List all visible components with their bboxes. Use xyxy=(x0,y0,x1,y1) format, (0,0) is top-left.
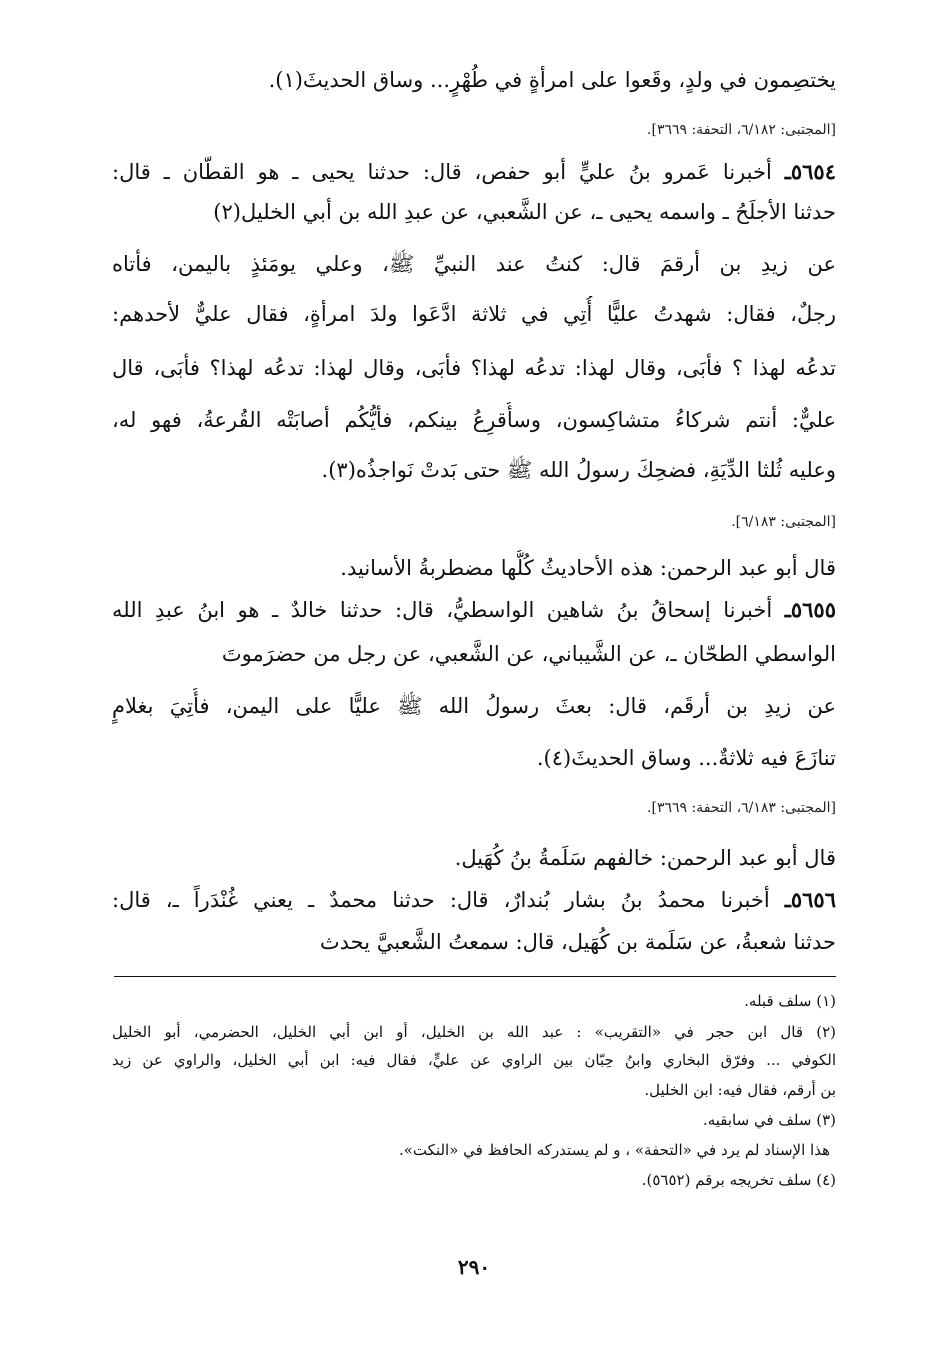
footnote: الكوفي ... وفرّق البخاري وابنُ حِبّان بين الراوي عن عليٍّ، فقال فيه: ابن أبي الخليل، والراوي عن زيد xyxy=(112,1051,836,1069)
text-line: عن زيدِ بن أرقمَ قال: كنتُ عند النبيِّ ﷺ، وعلي يومَئذٍ باليمن، فأتاه xyxy=(112,252,836,276)
text-line: عن زيدِ بن أرقَم، قال: بعثَ رسولُ الله ﷺ عليًّا على اليمن، فأُتِيَ بغلامٍ xyxy=(112,694,836,718)
text-line: أخبرنا إسحاقُ بنُ شاهين الواسطيُّ، قال: حدثنا خالدٌ ـ هو ابنُ عبدِ الله xyxy=(112,598,773,622)
text-line: حدثنا شعبةُ، عن سَلَمة بن كُهَيل، قال: سمعتُ الشَّعبيَّ يحدث xyxy=(319,930,836,954)
hadith-number: ٥٦٥٤ـ xyxy=(784,159,836,184)
hadith-5654-isnad xyxy=(112,154,836,190)
text-line: الواسطي الطحّان ـ، عن الشَّيباني، عن الشَّعبي، عن رجل من حضرَموتَ xyxy=(221,642,836,666)
text-line: أخبرنا عَمرو بنُ عليٍّ أبو حفص، قال: حدثنا يحيى ـ هو القطّان ـ قال: xyxy=(112,160,772,184)
hadith-5655-isnad xyxy=(112,592,836,628)
footnote: (١) سلف قبله. xyxy=(744,992,836,1010)
text-line: عليٌّ: أنتم شركاءُ متشاكِسون، وسأُقرِعُ بينكم، فأيُّكُم أصابَتْه القُرعةُ، فهو له، xyxy=(112,408,836,432)
source-reference: [المجتبى: ٦/١٨٣، التحفة: ٣٦٦٩]. xyxy=(647,800,836,816)
source-reference: [المجتبى: ٦/١٨٢، التحفة: ٣٦٦٩]. xyxy=(647,122,836,138)
hadith-number: ٥٦٥٥ـ xyxy=(784,597,836,622)
footnote: (٣) سلف في سابقيه. xyxy=(702,1111,836,1129)
hadith-number: ٥٦٥٦ـ xyxy=(784,887,836,912)
footnote: (٤) سلف تخريجه برقم (٥٦٥٢). xyxy=(641,1171,836,1189)
footnote: (٢) قال ابن حجر في «التقريب» : عبد الله بن الخليل، أو ابن أبي الخليل، الحضرمي، أبو الخليل xyxy=(112,1023,836,1041)
footnote: بن أرقم، فقال فيه: ابن الخليل. xyxy=(644,1081,836,1099)
source-reference: [المجتبى: ٦/١٨٣]. xyxy=(731,514,836,530)
hadith-5656-isnad xyxy=(112,882,836,918)
text-line: وعليه ثُلثا الدِّيَةِ، فضحِكَ رسولُ الله ﷺ حتى بَدتْ نَواجذُه(٣). xyxy=(321,458,836,482)
text-line: تنازَعَ فيه ثلاثةٌ... وساق الحديثَ(٤). xyxy=(536,746,836,770)
text-line: قال أبو عبد الرحمن: خالفهم سَلَمةُ بنُ كُهَيل. xyxy=(454,846,836,870)
footnote: هذا الإسناد لم يرد في «التحفة» ، و لم يستدركه الحافظ في «النكت». xyxy=(398,1141,830,1159)
page-number: ٢٩٠ xyxy=(457,1255,491,1279)
footnote-separator xyxy=(114,976,836,977)
text-line: تدعُه لهذا ؟ فأبَى، وقال لهذا: تدعُه لهذا؟ فأبَى، وقال لهذا: تدعُه لهذا؟ فأبَى، قال xyxy=(112,356,836,380)
text-line: يختصِمون في ولدٍ، وقَعوا على امرأةٍ في طُهْرٍ... وساق الحديثَ(١). xyxy=(268,68,836,92)
text-line: قال أبو عبد الرحمن: هذه الأحاديثُ كُلُّها مضطربةُ الأسانيد. xyxy=(340,556,836,580)
text-line: أخبرنا محمدُ بنُ بشار بُندارٌ، قال: حدثنا محمدٌ ـ يعني غُنْدَراً ـ، قال: xyxy=(112,888,770,912)
text-line: رجلٌ، فقال: شهدتُ عليًّا أُتِي في ثلاثة ادَّعَوا ولدَ امرأةٍ، فقال عليٌّ لأحدهم: xyxy=(112,302,836,326)
text-line: حدثنا الأجلَحُ ـ واسمه يحيى ـ، عن الشَّعبي، عن عبدِ الله بن أبي الخليل(٢) xyxy=(213,200,836,224)
